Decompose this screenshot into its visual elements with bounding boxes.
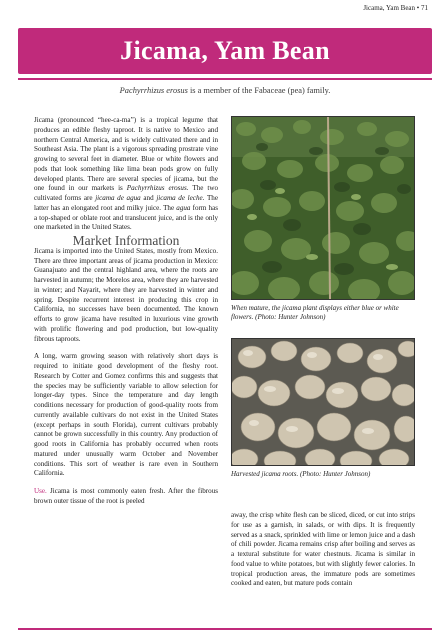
page-title: Jicama, Yam Bean [120,36,330,65]
subtitle-rest: is a member of the Fabaceae (pea) family. [187,86,331,95]
intro-leche: jicama de leche. [156,194,205,202]
right-column [231,116,415,479]
intro-agua-2: agua [176,203,191,212]
bottom-rule [18,628,432,630]
title-banner [18,28,432,74]
intro-text-3: The latter has an elongated root and milky juice. The [34,194,218,212]
jicama-roots-image [232,339,414,465]
market-paragraph-2: A long, warm growing season with relatively short days is required to initiate good development of the fleshy root. Research by Cotter and Gomez confirms this and suggests that the species may be sufficiently variable to allow selection for longer-day types. Since the temperature and day length conditions necessary for production of good-quality roots from currently available cultivars do not exist in the United States (except perhaps in south Florida), current cultivars probably cannot be grown successfully in this country. Any production of good roots in California has probably occurred when roots matured under unusually warm October and November conditions. This sort of weather is rare even in Southern California. [34,352,218,478]
use-paragraph [34,487,218,507]
intro-agua: jicama de agua [95,194,141,202]
jicama-plant-photo [231,116,415,300]
continuation-paragraph: away, the crisp white flesh can be sliced, diced, or cut into strips for use as a garnish, in salads, or with dips. It is frequently served as a snack, sprinkled with lime or lemon juice and a dash of chili powder. Jicama remains crisp after boiling and serves as a textural substitute for water chestnuts. Jicama is similar in food value to white potatoes, but with slightly fewer calories. In tropical production areas, the immature pods are sometimes cooked and eaten, but mature pods contain [231,511,415,588]
use-text: Jicama is most commonly eaten fresh. After the fibrous brown outer tissue of the root is peeled [34,487,218,505]
intro-text-2: The two cultivated forms are [34,184,219,202]
jicama-plant-image [232,117,414,299]
roots-photo-caption: Harvested jicama roots. (Photo: Hunter Johnson) [231,470,371,478]
running-head: Jicama, Yam Bean • 71 [363,4,428,12]
intro-text-4: form has a top-shaped or oblate root and translucent juice, and is the only one marketed in the United States. [34,203,218,232]
right-column-text [231,511,415,589]
jicama-roots-photo [231,338,415,466]
title-rule [18,78,432,80]
intro-and: and [140,194,157,202]
intro-paragraph [34,116,218,233]
plant-photo-caption: When mature, the jicama plant displays either blue or white flowers. (Photo: Hunter Johnson) [231,304,399,321]
left-column [34,116,218,507]
section-heading-market: Market Information [72,233,180,248]
subtitle-scientific-name: Pachyrrhizus erosus [119,86,188,95]
intro-scientific-name: Pachyrrhizus erosus. [126,184,189,193]
intro-text-1: Jicama (pronounced “hee-ca-ma”) is a tropical legume that produces an edible fleshy taproot. It is native to Mexico and northern Central America, and is widely cultivated there and in Southeast Asia. The plant is a vigorous spreading prostrate vine growing to several feet in diameter. Blue or white flowers and pods that look something like lima bean pods grow on fully developed plants. There are several species of jicama, but the one found in our markets is [34,116,218,193]
market-paragraph-1: Jicama is imported into the United States, mostly from Mexico. There are three important areas of jicama production in Mexico: Guanajuato and the central highland area, where the roots are harvested in autumn; the Morelos area, where they are harvested in winter; and Nayarit, where they are harvested in winter and spring. Despite recurrent interest in producing this crop in California, no successes have been documented. The known efforts to grow jicama have resulted in luxurious vine growth with prolific flowering and pod production, but low-quality fibrous taproots. [34,246,218,343]
subtitle [18,86,432,95]
use-label: Use. [34,487,47,495]
